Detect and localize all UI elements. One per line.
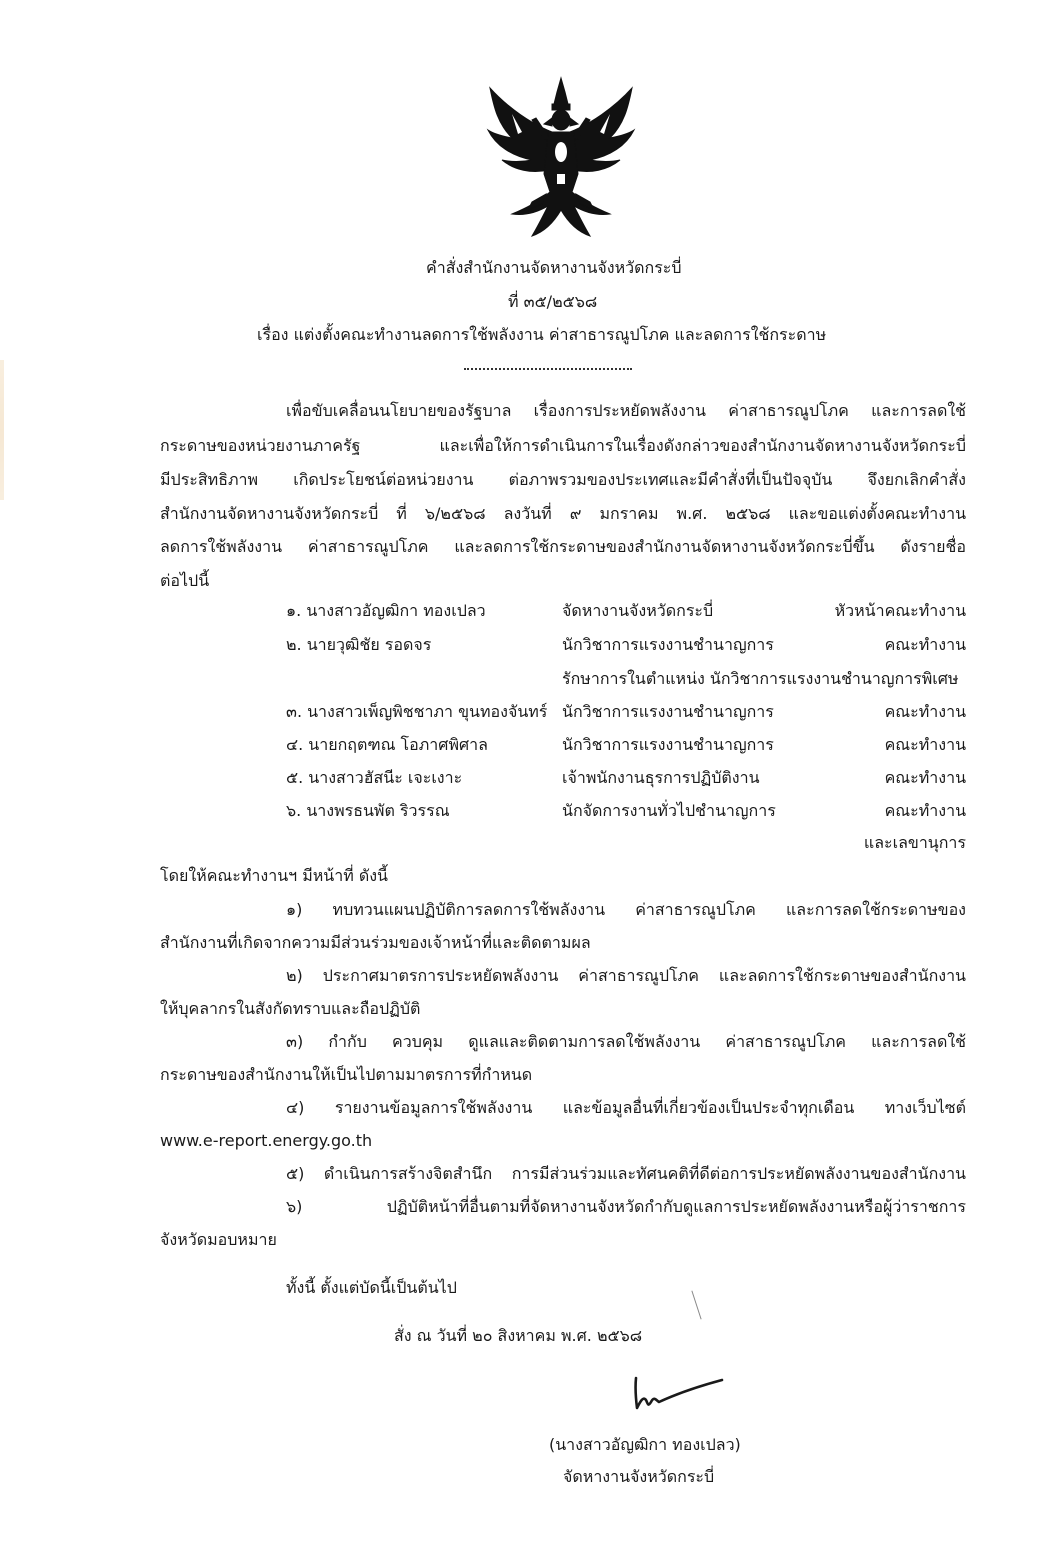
signatory-name: (นางสาวอัญฒิกา ทองเปลว) [549, 1435, 741, 1454]
intro-line-1: เพื่อขับเคลื่อนนโยบายของรัฐบาล เรื่องการประหยัดพลังงาน ค่าสาธารณูปโภค และการลดใช้ [286, 401, 966, 420]
duty-item-3-line-2: กระดาษของสำนักงานให้เป็นไปตามมาตรการที่กำหนด [160, 1065, 533, 1084]
duty-item-6-line-1: ๖) ปฏิบัติหน้าที่อื่นตามที่จัดหางานจังหวัดกำกับดูแลการประหยัดพลังงานหรือผู้ว่าราชการ [286, 1197, 966, 1216]
member-position: นักวิชาการแรงงานชำนาญการ [562, 702, 774, 721]
intro-line-2: กระดาษของหน่วยงานภาครัฐ และเพื่อให้การดำเนินการในเรื่องดังกล่าวของสำนักงานจัดหางานจังหวัดกระบี่ [160, 436, 966, 455]
member-acting-note: รักษาการในตำแหน่ง นักวิชาการแรงงานชำนาญการพิเศษ [562, 669, 959, 688]
member-role: หัวหน้าคณะทำงาน [834, 601, 966, 620]
duty-item-2-line-2: ให้บุคลากรในสังกัดทราบและถือปฏิบัติ [160, 999, 421, 1018]
duty-item-2-line-1: ๒) ประกาศมาตรการประหยัดพลังงาน ค่าสาธารณูปโภค และลดการใช้กระดาษของสำนักงาน [286, 966, 966, 985]
member-position: จัดหางานจังหวัดกระบี่ [562, 601, 714, 620]
member-role-extra: และเลขานุการ [863, 833, 966, 852]
member-name: ๑. นางสาวอัญฒิกา ทองเปลว [286, 601, 486, 620]
order-number: ที่ ๓๕/๒๕๖๘ [508, 292, 598, 311]
intro-line-6: ต่อไปนี้ [160, 571, 210, 590]
duty-item-1-line-1: ๑) ทบทวนแผนปฏิบัติการลดการใช้พลังงาน ค่าสาธารณูปโภค และการลดใช้กระดาษของ [286, 900, 966, 919]
order-title: คำสั่งสำนักงานจัดหางานจังหวัดกระบี่ [426, 258, 682, 277]
member-role: คณะทำงาน [884, 768, 966, 787]
handwritten-signature-icon [630, 1374, 730, 1414]
member-position: นักวิชาการแรงงานชำนาญการ [562, 735, 774, 754]
garuda-emblem-icon [482, 74, 640, 244]
duty-item-4-line-2: www.e-report.energy.go.th [160, 1131, 373, 1150]
scan-mark [691, 1291, 701, 1320]
duties-heading: โดยให้คณะทำงานฯ มีหน้าที่ ดังนี้ [160, 866, 388, 885]
duty-item-5-line-1: ๕) ดำเนินการสร้างจิตสำนึก การมีส่วนร่วมและทัศนคติที่ดีต่อการประหยัดพลังงานของสำนักงาน [286, 1164, 966, 1183]
signatory-position: จัดหางานจังหวัดกระบี่ [563, 1467, 715, 1486]
member-position: นักจัดการงานทั่วไปชำนาญการ [562, 801, 776, 820]
member-name: ๓. นางสาวเพ็ญพิชชาภา ขุนทองจันทร์ [286, 702, 548, 721]
intro-line-3: มีประสิทธิภาพ เกิดประโยชน์ต่อหน่วยงาน ต่อภาพรวมของประเทศและมีคำสั่งที่เป็นปัจจุบัน จึงยกเลิกคำสั่ง [160, 470, 966, 489]
member-name: ๖. นางพรธนพัต ริวรรณ [286, 801, 450, 820]
intro-line-4: สำนักงานจัดหางานจังหวัดกระบี่ ที่ ๖/๒๕๖๘ ลงวันที่ ๙ มกราคม พ.ศ. ๒๕๖๘ และขอแต่งตั้งคณะทำงาน [160, 504, 966, 523]
member-role: คณะทำงาน [884, 735, 966, 754]
paper-edge-stain [0, 360, 4, 500]
member-name: ๒. นายวุฒิชัย รอดจร [286, 635, 432, 654]
duty-item-1-line-2: สำนักงานที่เกิดจากความมีส่วนร่วมของเจ้าหน้าที่และติดตามผล [160, 933, 591, 952]
member-name: ๕. นางสาวฮัสนีะ เจะเงาะ [286, 768, 463, 787]
order-subject: เรื่อง แต่งตั้งคณะทำงานลดการใช้พลังงาน ค่าสาธารณูปโภค และลดการใช้กระดาษ [257, 325, 827, 344]
intro-line-5: ลดการใช้พลังงาน ค่าสาธารณูปโภค และลดการใช้กระดาษของสำนักงานจัดหางานจังหวัดกระบี่ขึ้น ดังรายชื่อ [160, 537, 966, 556]
member-position: เจ้าพนักงานธุรการปฏิบัติงาน [562, 768, 760, 787]
header-divider [464, 356, 632, 370]
order-date: สั่ง ณ วันที่ ๒๐ สิงหาคม พ.ศ. ๒๕๖๘ [394, 1326, 643, 1345]
member-role: คณะทำงาน [884, 635, 966, 654]
duty-item-4-line-1: ๔) รายงานข้อมูลการใช้พลังงาน และข้อมูลอื่นที่เกี่ยวข้องเป็นประจำทุกเดือน ทางเว็บไซต์ [286, 1098, 966, 1117]
member-position: นักวิชาการแรงงานชำนาญการ [562, 635, 774, 654]
effective-statement: ทั้งนี้ ตั้งแต่บัดนี้เป็นต้นไป [286, 1278, 457, 1297]
member-name: ๔. นายกฤตฑณ โอภาศพิศาล [286, 735, 488, 754]
duty-item-6-line-2: จังหวัดมอบหมาย [160, 1230, 277, 1249]
member-role: คณะทำงาน [884, 702, 966, 721]
member-role: คณะทำงาน [884, 801, 966, 820]
duty-item-3-line-1: ๓) กำกับ ควบคุม ดูแลและติดตามการลดใช้พลังงาน ค่าสาธารณูปโภค และการลดใช้ [286, 1032, 966, 1051]
